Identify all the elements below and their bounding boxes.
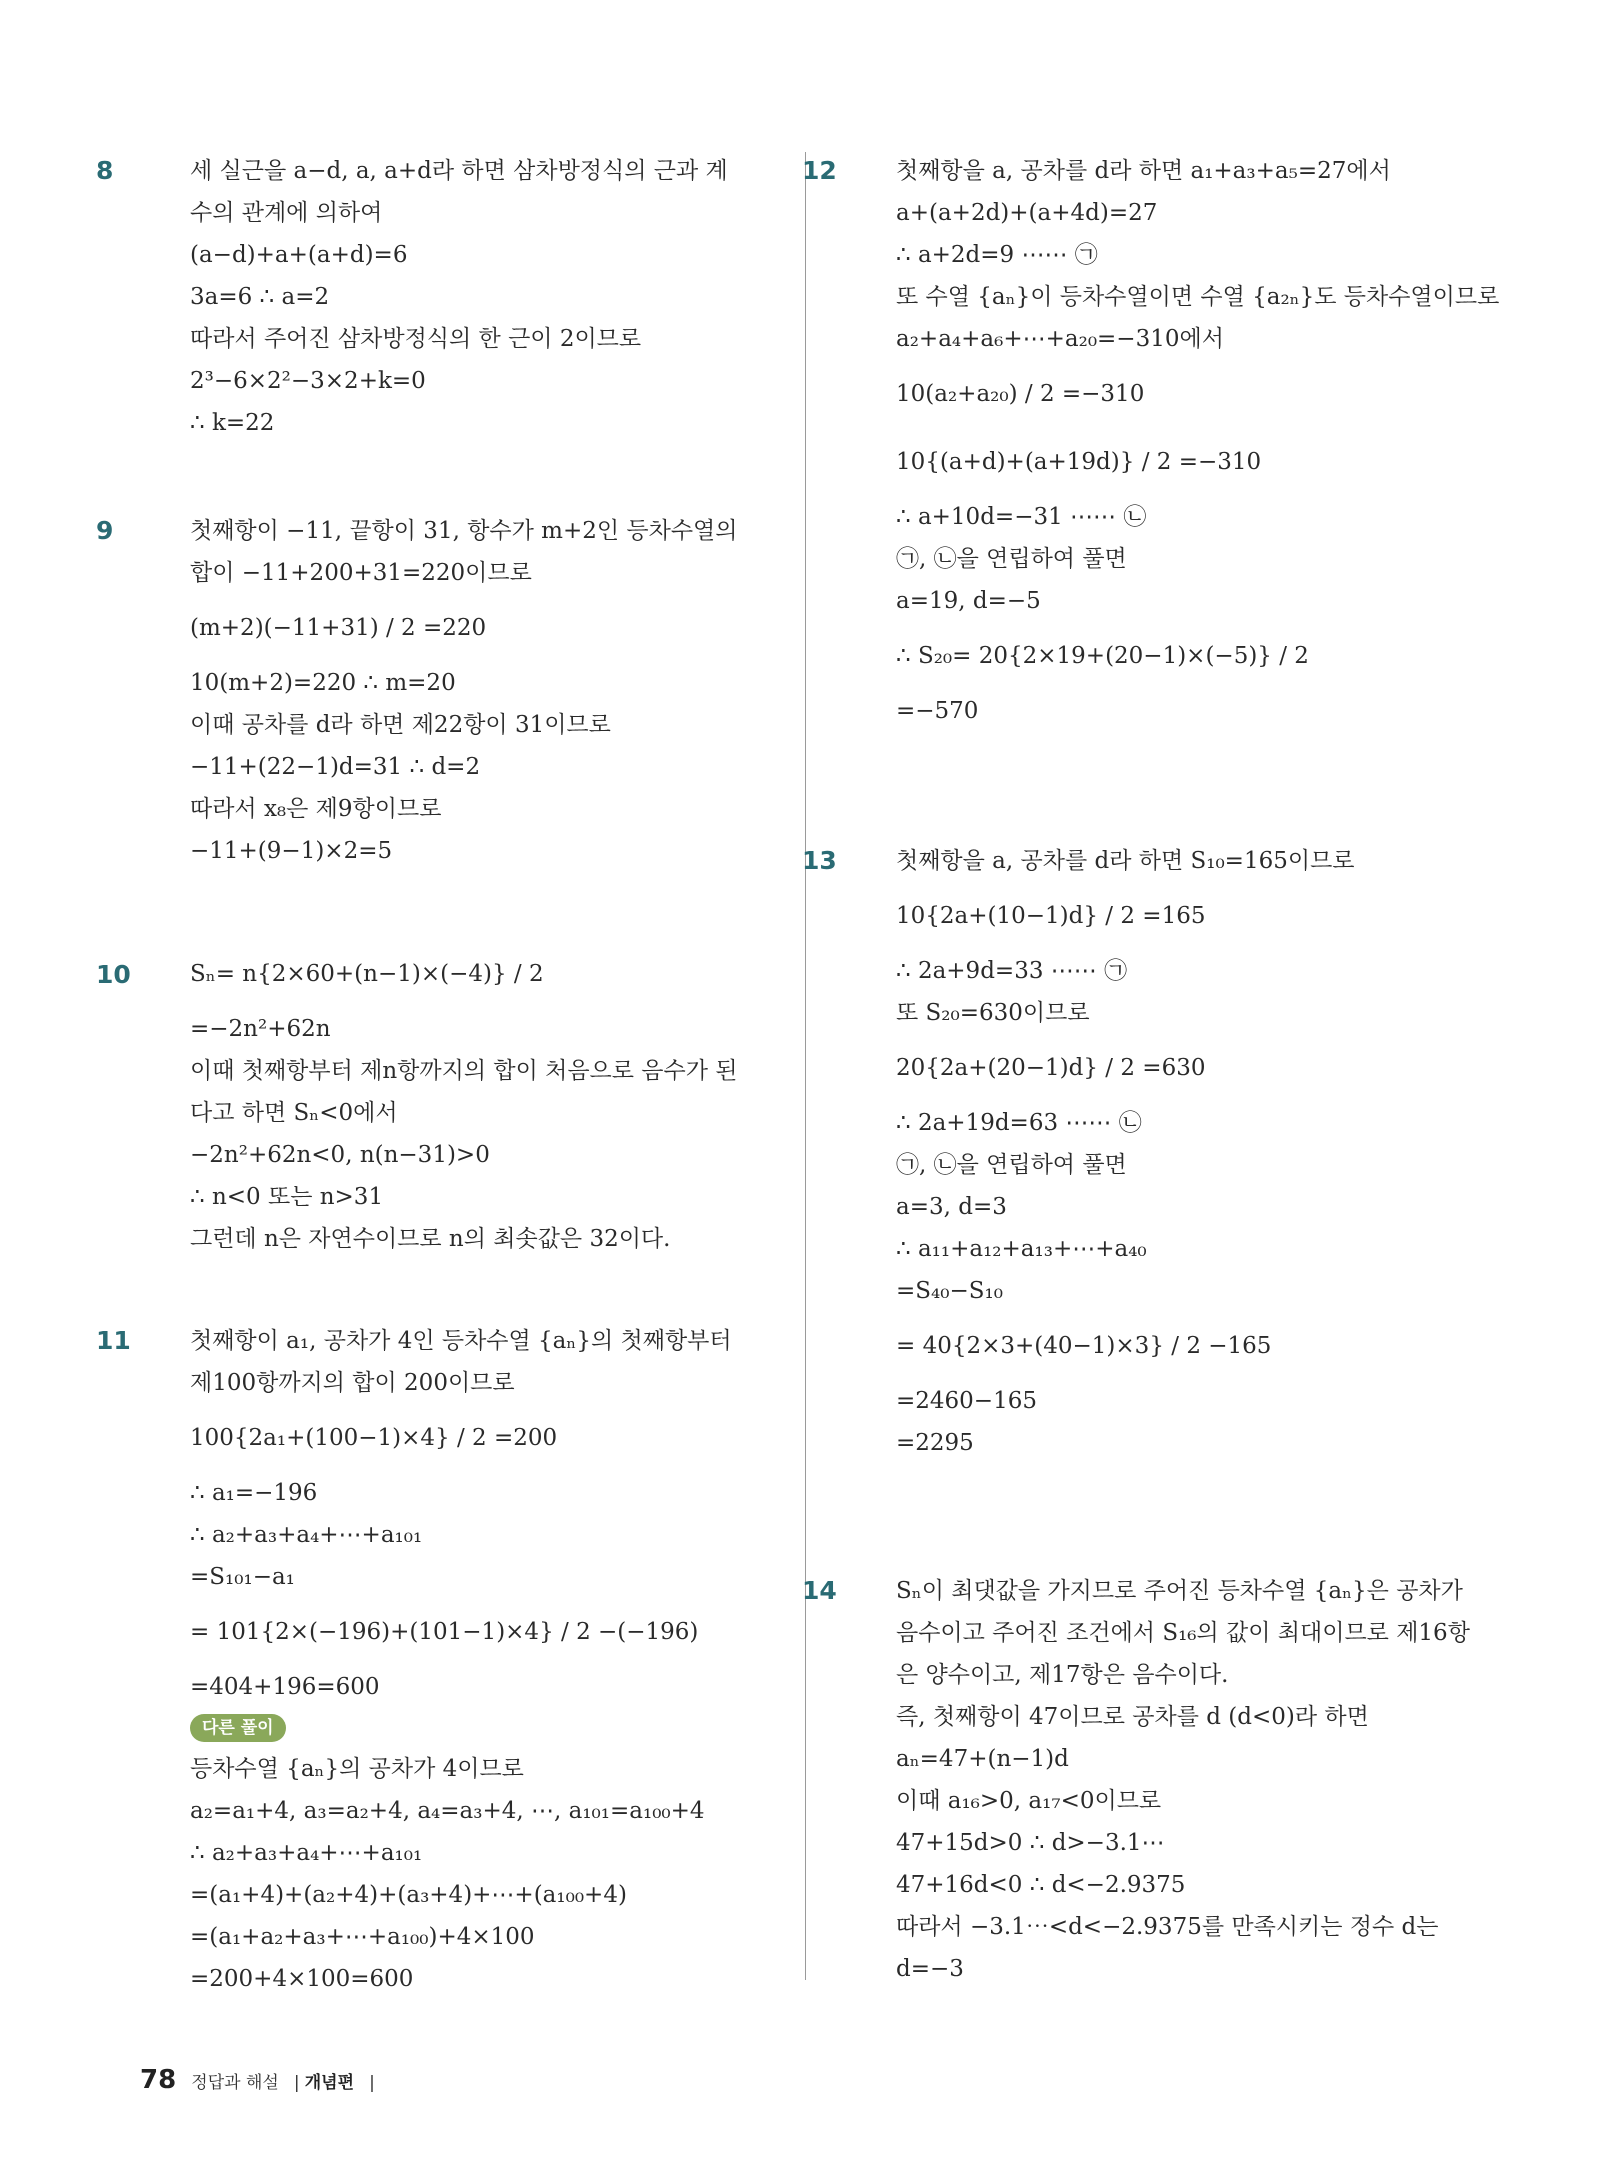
solution-line: 제100항까지의 합이 200이므로 bbox=[190, 1370, 515, 1396]
solution-line: 등차수열 {aₙ}의 공차가 4이므로 bbox=[190, 1756, 524, 1782]
solution-line: ∴ a₂+a₃+a₄+⋯+a₁₀₁ bbox=[190, 1840, 423, 1866]
solution-body bbox=[190, 510, 780, 872]
solution-line: −11+(22−1)d=31 ∴ d=2 bbox=[190, 754, 481, 780]
solution-line: d=−3 bbox=[896, 1956, 964, 1982]
solution-body bbox=[190, 150, 780, 444]
solution-line: ∴ a₁=−196 bbox=[190, 1480, 318, 1506]
solution-body bbox=[190, 940, 780, 1260]
fraction-line: 10{2a+(10−1)d} / 2 =165 bbox=[896, 903, 1206, 929]
column-divider bbox=[805, 152, 806, 1980]
fraction-line: = 101{2×(−196)+(101−1)×4} / 2 −(−196) bbox=[190, 1619, 699, 1645]
page-number: 78 bbox=[140, 2065, 177, 2095]
fraction-line: = 40{2×3+(40−1)×3} / 2 −165 bbox=[896, 1333, 1272, 1359]
solution-body bbox=[896, 1570, 1486, 1990]
solution-line: 그런데 n은 자연수이므로 n의 최솟값은 32이다. bbox=[190, 1226, 671, 1252]
problem-number: 8 bbox=[96, 156, 114, 185]
problem-number: 12 bbox=[802, 156, 837, 185]
solution-line: ∴ 2a+9d=33 ⋯⋯ ㉠ bbox=[896, 958, 1128, 984]
fraction-line: 10{(a+d)+(a+19d)} / 2 =−310 bbox=[896, 449, 1262, 475]
solution-line: 이때 공차를 d라 하면 제22항이 31이므로 bbox=[190, 712, 611, 738]
solution-line: aₙ=47+(n−1)d bbox=[896, 1746, 1069, 1772]
fraction-line: (m+2)(−11+31) / 2 =220 bbox=[190, 615, 487, 641]
solution-body bbox=[190, 1320, 780, 2000]
solution-line: −11+(9−1)×2=5 bbox=[190, 838, 393, 864]
solution-line: =2460−165 bbox=[896, 1388, 1037, 1414]
solution-line: (a−d)+a+(a+d)=6 bbox=[190, 242, 408, 268]
solution-line: ∴ k=22 bbox=[190, 410, 275, 436]
solution-line: 따라서 주어진 삼차방정식의 한 근이 2이므로 bbox=[190, 326, 642, 352]
solution-line: a₂=a₁+4, a₃=a₂+4, a₄=a₃+4, ⋯, a₁₀₁=a₁₀₀+4 bbox=[190, 1798, 705, 1824]
solution-line: 첫째항이 −11, 끝항이 31, 항수가 m+2인 등차수열의 bbox=[190, 518, 738, 544]
solution-line: ∴ a+10d=−31 ⋯⋯ ㉡ bbox=[896, 504, 1147, 530]
solution-line: Sₙ이 최댓값을 가지므로 주어진 등차수열 {aₙ}은 공차가 bbox=[896, 1578, 1463, 1604]
solution-line: 이때 a₁₆>0, a₁₇<0이므로 bbox=[896, 1788, 1162, 1814]
solution-line: 이때 첫째항부터 제n항까지의 합이 처음으로 음수가 된 bbox=[190, 1058, 738, 1084]
problem-number: 10 bbox=[96, 960, 131, 989]
solution-line: ∴ a+2d=9 ⋯⋯ ㉠ bbox=[896, 242, 1098, 268]
solution-line: =2295 bbox=[896, 1430, 974, 1456]
solution-line: =(a₁+a₂+a₃+⋯+a₁₀₀)+4×100 bbox=[190, 1924, 535, 1950]
solution-line: ∴ 2a+19d=63 ⋯⋯ ㉡ bbox=[896, 1110, 1142, 1136]
problem-number: 11 bbox=[96, 1326, 131, 1355]
solution-line: =200+4×100=600 bbox=[190, 1966, 414, 1992]
solution-line: =S₄₀−S₁₀ bbox=[896, 1278, 1003, 1304]
solution-line: =−570 bbox=[896, 698, 979, 724]
solution-line: 음수이고 주어진 조건에서 S₁₆의 값이 최대이므로 제16항 bbox=[896, 1620, 1470, 1646]
solution-line: −2n²+62n<0, n(n−31)>0 bbox=[190, 1142, 490, 1168]
problem-number: 14 bbox=[802, 1576, 837, 1605]
footer-section: 정답과 해설 bbox=[191, 2073, 279, 2093]
solution-line: ∴ a₁₁+a₁₂+a₁₃+⋯+a₄₀ bbox=[896, 1236, 1147, 1262]
solution-line: =S₁₀₁−a₁ bbox=[190, 1564, 295, 1590]
fraction-line: Sₙ= n{2×60+(n−1)×(−4)} / 2 bbox=[190, 961, 544, 987]
page-footer bbox=[140, 2065, 375, 2095]
solution-line: 첫째항을 a, 공차를 d라 하면 a₁+a₃+a₅=27에서 bbox=[896, 158, 1391, 184]
solution-line: ㉠, ㉡을 연립하여 풀면 bbox=[896, 546, 1127, 572]
solution-line: ∴ a₂+a₃+a₄+⋯+a₁₀₁ bbox=[190, 1522, 423, 1548]
solution-line: 또 S₂₀=630이므로 bbox=[896, 1000, 1090, 1026]
fraction-line: ∴ S₂₀= 20{2×19+(20−1)×(−5)} / 2 bbox=[896, 643, 1309, 669]
solution-line: a₂+a₄+a₆+⋯+a₂₀=−310에서 bbox=[896, 326, 1224, 352]
footer-separator: | bbox=[293, 2073, 300, 2093]
solution-line: a+(a+2d)+(a+4d)=27 bbox=[896, 200, 1158, 226]
solution-line: a=3, d=3 bbox=[896, 1194, 1007, 1220]
solution-line: 즉, 첫째항이 47이므로 공차를 d (d<0)라 하면 bbox=[896, 1704, 1369, 1730]
solution-line: 2³−6×2²−3×2+k=0 bbox=[190, 368, 426, 394]
problem-number: 9 bbox=[96, 516, 114, 545]
solution-line: 은 양수이고, 제17항은 음수이다. bbox=[896, 1662, 1229, 1688]
solution-line: 따라서 x₈은 제9항이므로 bbox=[190, 796, 442, 822]
solution-line: 합이 −11+200+31=220이므로 bbox=[190, 560, 532, 586]
solution-line: a=19, d=−5 bbox=[896, 588, 1041, 614]
solution-line: ㉠, ㉡을 연립하여 풀면 bbox=[896, 1152, 1127, 1178]
solution-line: 또 수열 {aₙ}이 등차수열이면 수열 {a₂ₙ}도 등차수열이므로 bbox=[896, 284, 1500, 310]
solution-line: 세 실근을 a−d, a, a+d라 하면 삼차방정식의 근과 계 bbox=[190, 158, 728, 184]
solution-line: 첫째항을 a, 공차를 d라 하면 S₁₀=165이므로 bbox=[896, 848, 1355, 874]
solution-line: 수의 관계에 의하여 bbox=[190, 200, 383, 226]
solution-line: 따라서 −3.1⋯<d<−2.9375를 만족시키는 정수 d는 bbox=[896, 1914, 1439, 1940]
solution-line: 47+15d>0 ∴ d>−3.1⋯ bbox=[896, 1830, 1165, 1856]
footer-separator: | bbox=[369, 2073, 375, 2093]
solution-line: 첫째항이 a₁, 공차가 4인 등차수열 {aₙ}의 첫째항부터 bbox=[190, 1328, 732, 1354]
fraction-line: 10(a₂+a₂₀) / 2 =−310 bbox=[896, 381, 1145, 407]
solution-body bbox=[896, 150, 1500, 732]
solution-line: =−2n²+62n bbox=[190, 1016, 331, 1042]
fraction-line: 20{2a+(20−1)d} / 2 =630 bbox=[896, 1055, 1206, 1081]
solution-line: 다고 하면 Sₙ<0에서 bbox=[190, 1100, 398, 1126]
fraction-line: 100{2a₁+(100−1)×4} / 2 =200 bbox=[190, 1425, 558, 1451]
solution-line: =404+196=600 bbox=[190, 1674, 380, 1700]
footer-part: 개념편 bbox=[304, 2073, 354, 2093]
solution-line: 47+16d<0 ∴ d<−2.9375 bbox=[896, 1872, 1186, 1898]
problem-number: 13 bbox=[802, 846, 837, 875]
solution-line: =(a₁+4)+(a₂+4)+(a₃+4)+⋯+(a₁₀₀+4) bbox=[190, 1882, 627, 1908]
solution-body bbox=[896, 840, 1486, 1464]
solution-line: 10(m+2)=220 ∴ m=20 bbox=[190, 670, 456, 696]
alternate-solution-badge: 다른 풀이 bbox=[190, 1714, 286, 1742]
solution-line: 3a=6 ∴ a=2 bbox=[190, 284, 330, 310]
solution-line: ∴ n<0 또는 n>31 bbox=[190, 1184, 384, 1210]
